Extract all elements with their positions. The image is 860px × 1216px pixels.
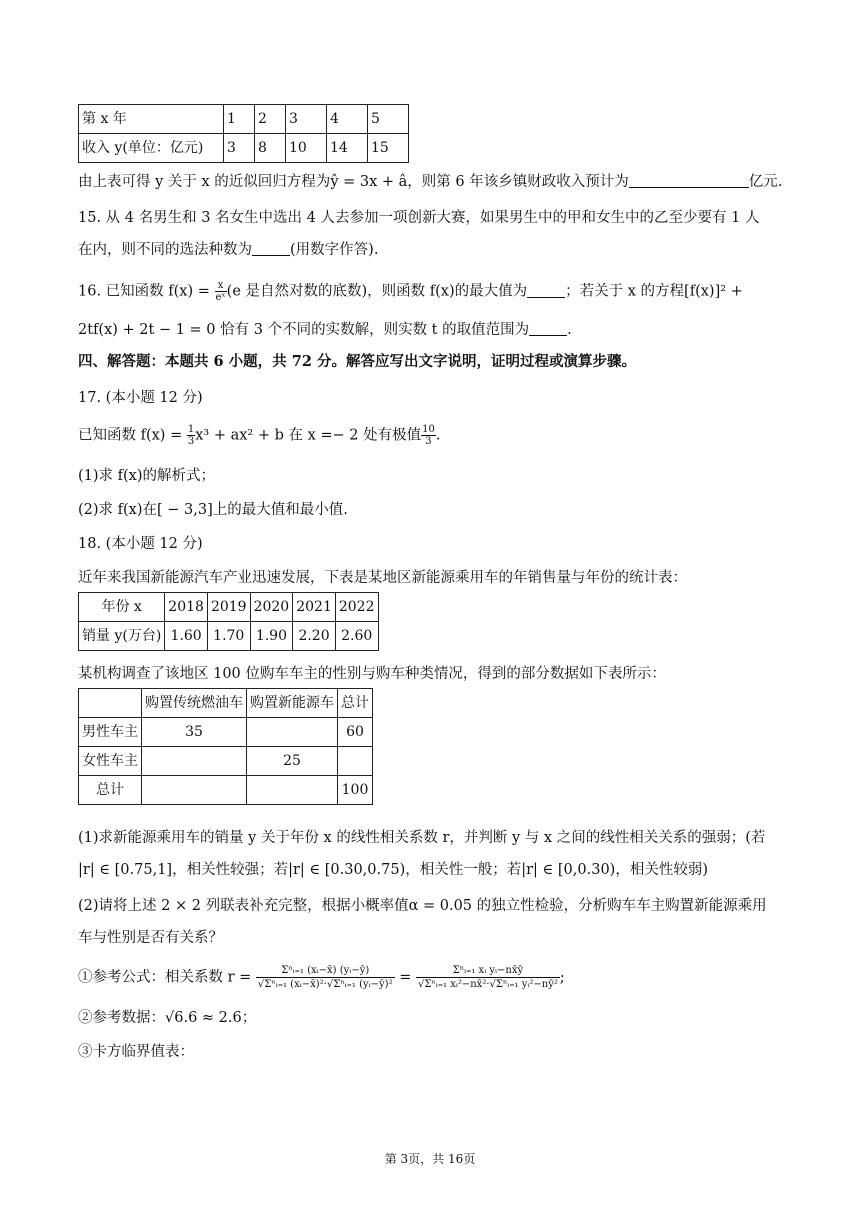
answer-blank xyxy=(629,173,749,188)
table-row xyxy=(79,134,409,163)
q18-part1-line2: |r| ∈ [0.75,1]，相关性较强；若|r| ∈ [0.30,0.75)，相关性一般；若|r| ∈ [0,0.30)，相关性较弱) xyxy=(78,862,708,878)
table-cell: 2021 xyxy=(293,593,336,622)
contingency-table xyxy=(78,688,373,805)
q15-line2: 在内，则不同的选法种数为 (用数字作答). xyxy=(78,242,379,258)
fraction: Σⁿᵢ₌₁ (xᵢ−x̄) (yᵢ−ȳ) √Σⁿᵢ₌₁ (xᵢ−x̄)²·√Σⁿᵢ₌₁ (yᵢ−ȳ)² xyxy=(257,965,393,990)
table-cell: 总计 xyxy=(79,776,142,805)
q16-line1: 16. 已知函数 f(x) = $\frac{x}{\text{eˣ}}$ (e 是自然对数的底数)，则函数 f(x)的最大值为 ；若关于 x 的方程[f(x)]² + xyxy=(78,280,743,303)
answer-blank xyxy=(527,283,565,298)
table-cell: 1.90 xyxy=(250,622,293,651)
q18-ref-table-label: ③卡方临界值表： xyxy=(78,1044,194,1060)
q18-intro: 近年来我国新能源汽车产业迅速发展，下表是某地区新能源乘用车的年销售量与年份的统计表： xyxy=(78,570,687,586)
table-row xyxy=(79,593,379,622)
q17-header: 17. (本小题 12 分) xyxy=(78,390,203,406)
fraction: $\frac{10}{3}$ xyxy=(422,424,435,447)
table-cell: 年份 x xyxy=(79,593,165,622)
table-row xyxy=(79,622,379,651)
table-cell: 100 xyxy=(338,776,373,805)
table-cell: 5 xyxy=(368,105,409,134)
table-cell: 10 xyxy=(286,134,327,163)
fraction: $\frac{1}{3}$ xyxy=(187,424,195,447)
table-cell: 2020 xyxy=(250,593,293,622)
q18-part1-line1: (1)求新能源乘用车的销量 y 关于年份 x 的线性相关系数 r，并判断 y 与 x 之间的线性相关关系的强弱；(若 xyxy=(78,830,766,846)
table-cell xyxy=(247,718,338,747)
table-cell: 男性车主 xyxy=(79,718,142,747)
table-row xyxy=(79,776,373,805)
table-cell: 25 xyxy=(247,747,338,776)
q18-survey: 某机构调查了该地区 100 位购车车主的性别与购车种类情况，得到的部分数据如下表所示： xyxy=(78,666,666,682)
table-cell: 收入 y(单位：亿元) xyxy=(79,134,224,163)
q15-line1: 15. 从 4 名男生和 3 名女生中选出 4 人去参加一项创新大赛，如果男生中的甲和女生中的乙至少要有 1 人 xyxy=(78,210,760,226)
table-cell: 2018 xyxy=(165,593,208,622)
table-cell: 1.60 xyxy=(165,622,208,651)
q18-header: 18. (本小题 12 分) xyxy=(78,536,203,552)
fraction: Σⁿᵢ₌₁ xᵢ yᵢ−nx̄ȳ √Σⁿᵢ₌₁ xᵢ²−nx̄²·√Σⁿᵢ₌₁ yᵢ²−nȳ² xyxy=(417,965,558,990)
answer-blank xyxy=(252,241,290,256)
table-cell: 3 xyxy=(224,134,255,163)
table-cell: 4 xyxy=(327,105,368,134)
table-cell: 第 x 年 xyxy=(79,105,224,134)
q18-part2-line1: (2)请将上述 2 × 2 列联表补充完整，根据小概率值α = 0.05 的独立性检验，分析购车车主购置新能源乘用 xyxy=(78,898,767,914)
table-cell: 2.20 xyxy=(293,622,336,651)
table-cell xyxy=(142,776,247,805)
table-cell: 女性车主 xyxy=(79,747,142,776)
table-cell: 14 xyxy=(327,134,368,163)
sales-table xyxy=(78,592,379,651)
table-row xyxy=(79,105,409,134)
q17-part1: (1)求 f(x)的解析式； xyxy=(78,468,216,484)
table-cell: 2019 xyxy=(207,593,250,622)
section-heading: 四、解答题：本题共 6 小题，共 72 分。解答应写出文字说明，证明过程或演算步骤。 xyxy=(78,353,636,370)
table-cell: 购置新能源车 xyxy=(247,689,338,718)
table-cell xyxy=(338,747,373,776)
table-cell: 2 xyxy=(255,105,286,134)
table-cell: 购置传统燃油车 xyxy=(142,689,247,718)
table-cell: 总计 xyxy=(338,689,373,718)
q18-formula: ①参考公式：相关系数 r = Σⁿᵢ₌₁ (xᵢ−x̄) (yᵢ−ȳ) √Σⁿᵢ₌₁ (xᵢ−x̄)²·√Σⁿᵢ₌₁ (yᵢ−ȳ)² = Σⁿᵢ₌₁ xᵢ yᵢ−nx̄ȳ √Σⁿᵢ₌₁ xᵢ²−nx̄²·√Σⁿᵢ₌₁ yᵢ²−nȳ² ; xyxy=(78,965,565,990)
income-table xyxy=(78,104,409,163)
table-cell: 销量 y(万台) xyxy=(79,622,165,651)
table-row xyxy=(79,689,373,718)
table-cell xyxy=(247,776,338,805)
table-cell xyxy=(142,747,247,776)
q18-ref-data: ②参考数据：√6.6 ≈ 2.6； xyxy=(78,1010,257,1026)
fraction: $\frac{x}{\text{eˣ}}$ xyxy=(215,280,226,303)
table-cell: 35 xyxy=(142,718,247,747)
q17-part2: (2)求 f(x)在[ − 3,3]上的最大值和最小值. xyxy=(78,502,348,518)
table-row xyxy=(79,747,373,776)
q16-line2: 2tf(x) + 2t − 1 = 0 恰有 3 个不同的实数解，则实数 t 的取值范围为 . xyxy=(78,322,572,338)
table-cell: 2022 xyxy=(335,593,378,622)
answer-blank xyxy=(529,321,567,336)
table-cell: 8 xyxy=(255,134,286,163)
page-footer: 第 3页，共 16页 xyxy=(384,1152,476,1166)
q17-stem: 已知函数 f(x) = $\frac{1}{3}$ x³ + ax² + b 在 x =− 2 处有极值 $\frac{10}{3}$ . xyxy=(78,424,441,447)
table-cell: 3 xyxy=(286,105,327,134)
table-row xyxy=(79,718,373,747)
q14-tail: 由上表可得 y 关于 x 的近似回归方程为ŷ = 3x + â，则第 6 年该乡镇财政收入预计为 亿元. xyxy=(78,174,783,190)
table-cell: 60 xyxy=(338,718,373,747)
table-cell: 1 xyxy=(224,105,255,134)
table-cell: 1.70 xyxy=(207,622,250,651)
table-cell: 2.60 xyxy=(335,622,378,651)
table-cell: 15 xyxy=(368,134,409,163)
table-cell xyxy=(79,689,142,718)
q18-part2-line2: 车与性别是否有关系？ xyxy=(78,930,223,946)
